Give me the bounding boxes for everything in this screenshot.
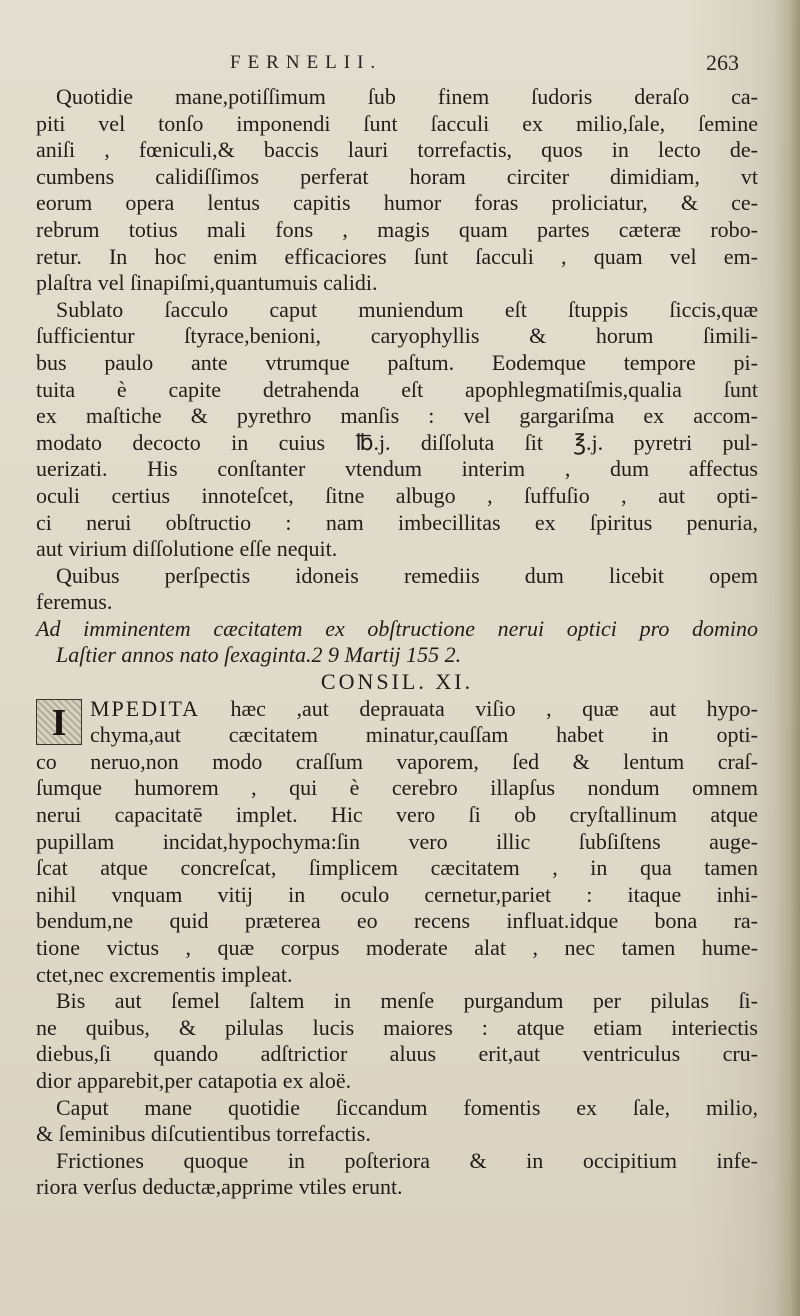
first-line-rest: hæc ,aut deprauata viſio , quæ aut hypo- <box>200 695 758 721</box>
text-line: eorum opera lentus capitis humor foras proliciatur, & ce- <box>36 190 758 216</box>
text-line: tuita è capite detrahenda eſt apophlegmatiſmis,qualia ſunt <box>36 376 758 402</box>
text-line: pupillam incidat,hypochyma:ſin vero illic ſubſiſtens auge- <box>36 828 758 854</box>
paragraph-impedita <box>36 696 758 989</box>
text-line: & ſeminibus diſcutientibus torrefactis. <box>36 1121 371 1147</box>
first-word: MPEDITA <box>90 695 201 721</box>
text-line: Quotidie mane,potiſſimum ſub finem ſudoris deraſo ca- <box>56 84 758 109</box>
paragraph-caput <box>36 1095 758 1148</box>
text-line: nerui capacitatē implet. Hic vero ſi ob cryſtallinum atque <box>36 802 758 828</box>
text-line: ne quibus, & pilulas lucis maiores : atque etiam interiectis <box>36 1014 758 1040</box>
text-line: riora verſus deductæ,apprime vtiles erunt. <box>36 1174 403 1200</box>
text-line: piti vel tonſo imponendi ſunt ſacculi ex milio,ſale, ſemine <box>36 110 758 136</box>
running-title: FERNELII. <box>230 52 383 73</box>
text-line: ſcat atque concreſcat, ſimplicem cæcitatem , in qua tamen <box>36 855 758 881</box>
text-line: aut virium diſſolutione eſſe nequit. <box>36 536 338 562</box>
ornamental-initial <box>36 699 82 745</box>
paragraph-quibus <box>36 563 758 616</box>
text-line: Bis aut ſemel ſaltem in menſe purgandum per pilulas ſi- <box>56 988 758 1014</box>
body-text <box>36 84 758 1201</box>
text-line: uerizati. His conſtanter vtendum interim , dum affectus <box>36 456 758 482</box>
text-line: Sublato ſacculo caput muniendum eſt ſtuppis ſiccis,quæ <box>56 296 758 322</box>
heading-line: Ad imminentem cæcitatem ex obſtructione nerui optici pro domino <box>36 615 758 641</box>
running-head <box>0 52 800 82</box>
text-line: Frictiones quoque in poſteriora & in occipitium infe- <box>56 1147 758 1173</box>
text-line: rebrum totius mali fons , magis quam partes cæteræ robo- <box>36 216 758 242</box>
text-line: bendum,ne quid præterea eo recens influat.idque bona ra- <box>36 908 758 934</box>
text-line: feremus. <box>36 589 113 615</box>
text-line: cumbens calidiſſimos perferat horam circiter dimidiam, vt <box>36 163 758 189</box>
text-line: tione victus , quæ corpus moderate alat , nec tamen hume- <box>36 935 758 960</box>
text-line: dior apparebit,per catapotia ex aloë. <box>36 1067 352 1093</box>
text-line: diebus,ſi quando adſtrictior aluus erit,aut ventriculus cru- <box>36 1041 758 1067</box>
heading-line: Laſtier annos nato ſexaginta.2 9 Martij 155 2. <box>56 642 462 668</box>
text-line: ctet,nec excrementis impleat. <box>36 961 293 987</box>
text-line: co neruo,non modo craſſum vaporem, ſed & lentum craſ- <box>36 748 758 774</box>
paragraph-sacculi <box>36 84 758 297</box>
page-edge-shadow <box>774 0 800 1316</box>
text-line: chyma,aut cæcitatem minatur,cauſſam habet in opti- <box>90 722 758 748</box>
text-line: modato decocto in cuius ℔.j. diſſoluta ſit ℥.j. pyretri pul- <box>36 429 758 455</box>
paragraph-bis <box>36 988 758 1094</box>
text-line: nihil vnquam vitij in oculo cernetur,pariet : itaque inhi- <box>36 881 758 907</box>
page-number: 263 <box>706 50 739 75</box>
paragraph-frictiones <box>36 1148 758 1201</box>
text-line: ſufficientur ſtyrace,benioni, caryophyllis & horum ſimili- <box>36 323 758 349</box>
consilium-heading <box>36 616 758 696</box>
text-line: oculi certius innoteſcet, ſitne albugo , ſuffuſio , aut opti- <box>36 482 758 508</box>
text-line: Quibus perſpectis idoneis remediis dum licebit opem <box>56 562 758 588</box>
text-line: bus paulo ante vtrumque paſtum. Eodemque tempore pi- <box>36 349 758 375</box>
text-line: retur. In hoc enim efficaciores ſunt ſacculi , quam vel em- <box>36 243 758 269</box>
initial-letter: I <box>37 700 81 744</box>
text-line <box>36 696 758 723</box>
text-line: ſumque humorem , qui è cerebro illapſus nondum omnem <box>36 775 758 801</box>
text-line: plaſtra vel ſinapiſmi,quantumuis calidi. <box>36 270 378 296</box>
text-line: ci nerui obſtructio : nam imbecillitas ex ſpiritus penuria, <box>36 509 758 535</box>
text-line: aniſi , fœniculi,& baccis lauri torrefactis, quos in lecto de- <box>36 137 758 163</box>
text-line: Caput mane quotidie ſiccandum fomentis ex ſale, milio, <box>56 1094 758 1120</box>
text-line: ex maſtiche & pyrethro manſis : vel gargariſma ex accom- <box>36 403 758 429</box>
paragraph-sublato <box>36 297 758 563</box>
consilium-number: CONSIL. XI. <box>320 669 474 695</box>
